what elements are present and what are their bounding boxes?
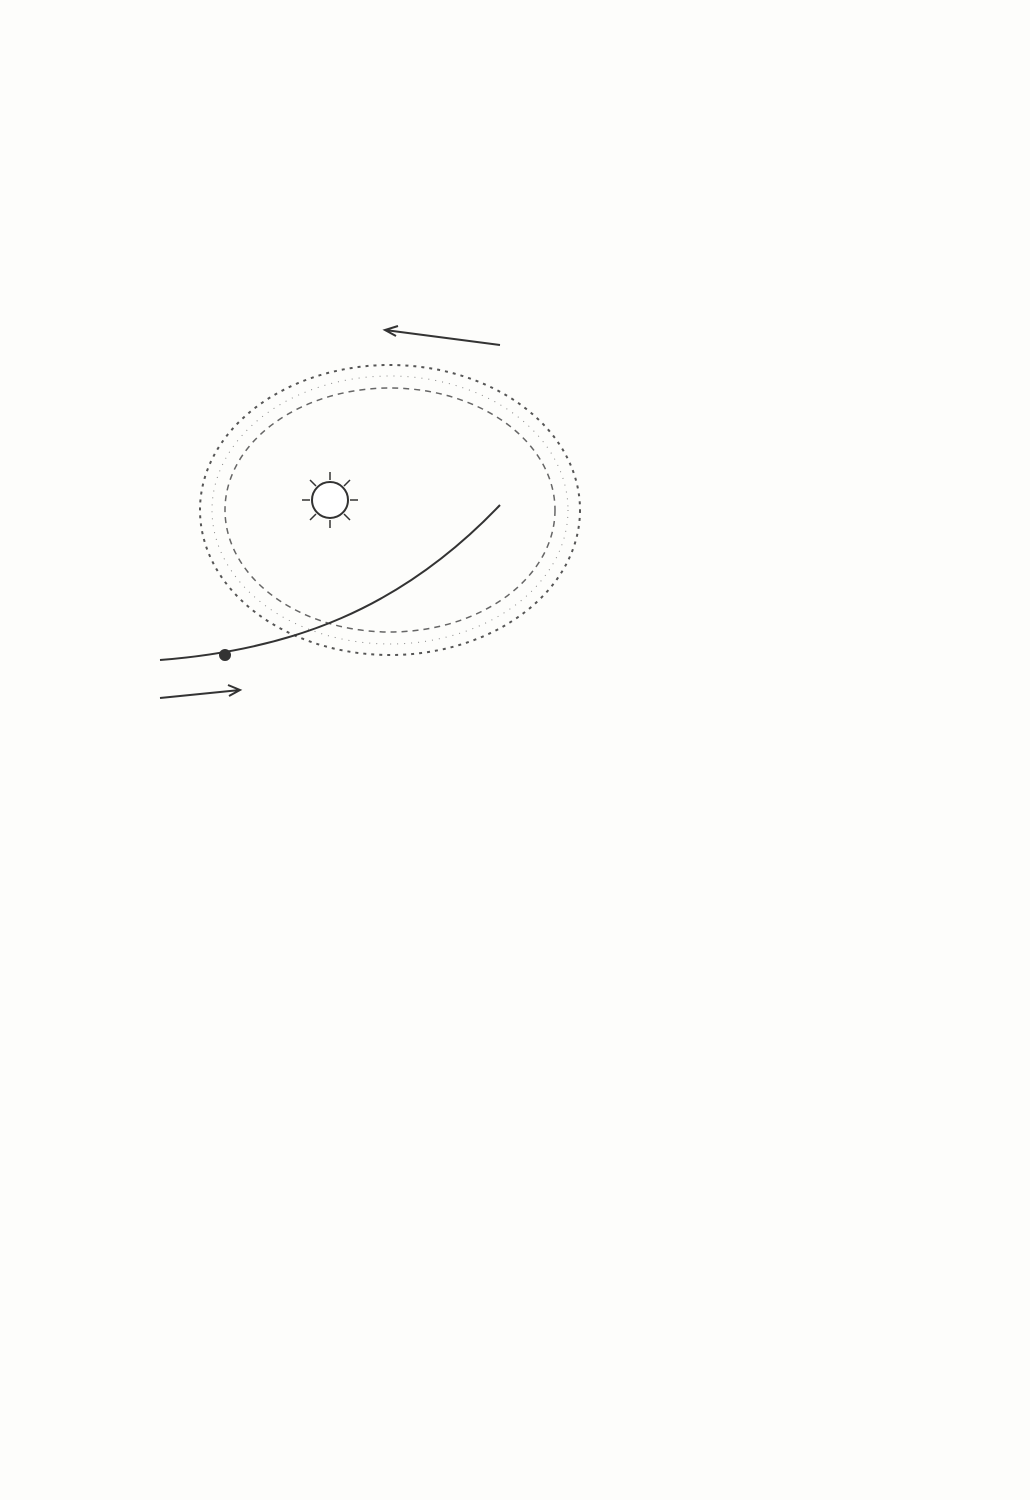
meteor-orbit-diagram: [140, 320, 620, 740]
meteor-ring-outer: [200, 365, 580, 655]
sun-icon: [302, 472, 358, 528]
earth-orbit: [160, 505, 500, 660]
direction-arrow-top: [385, 330, 500, 345]
figure-73: [140, 320, 620, 740]
meteor-ring-inner: [225, 388, 555, 632]
meteor-ring-dots: [212, 376, 568, 644]
direction-arrow-bottom: [160, 690, 240, 698]
earth-dot: [219, 649, 231, 661]
